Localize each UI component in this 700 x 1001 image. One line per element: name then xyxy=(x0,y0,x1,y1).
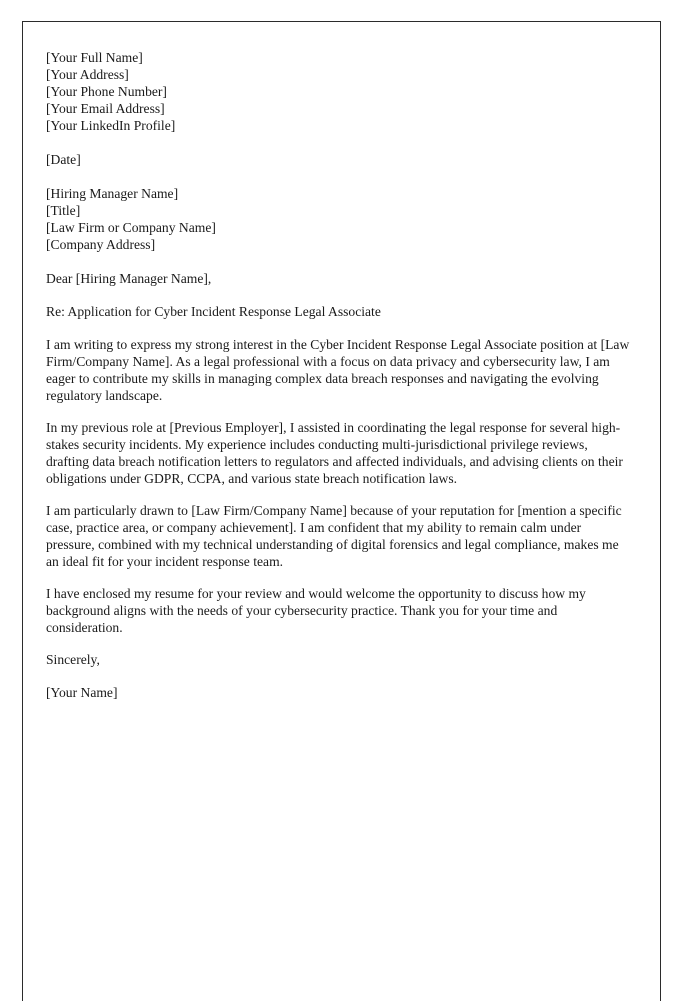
sender-line-linkedin: [Your LinkedIn Profile] xyxy=(46,118,176,133)
closing-valediction: Sincerely, xyxy=(46,652,100,667)
body-paragraph-4: I have enclosed my resume for your review and would welcome the opportunity to discuss how my background aligns with the needs of your cybersecurity practice. Thank you for your time and consideration. xyxy=(46,586,586,635)
sender-line-name: [Your Full Name] xyxy=(46,50,143,65)
cover-letter-body xyxy=(46,49,630,701)
spacer-paragraph-1 xyxy=(46,404,630,419)
letter-date: [Date] xyxy=(46,152,81,167)
sender-line-address: [Your Address] xyxy=(46,67,129,82)
sender-line-email: [Your Email Address] xyxy=(46,101,165,116)
sender-address-block xyxy=(46,49,630,134)
signature-name: [Your Name] xyxy=(46,685,118,700)
subject-line: Re: Application for Cyber Incident Response Legal Associate xyxy=(46,304,381,319)
spacer-after-subject xyxy=(46,320,630,336)
spacer-paragraph-3 xyxy=(46,570,630,585)
spacer-paragraph-4 xyxy=(46,636,630,651)
spacer-after-recipient xyxy=(46,253,630,270)
salutation: Dear [Hiring Manager Name], xyxy=(46,271,212,286)
recipient-line-company: [Law Firm or Company Name] xyxy=(46,220,216,235)
recipient-line-address: [Company Address] xyxy=(46,237,156,252)
spacer-after-date xyxy=(46,168,630,185)
body-paragraph-2: In my previous role at [Previous Employer], I assisted in coordinating the legal response for several high-stakes security incidents. My experience includes conducting multi-jurisdictional privilege reviews, drafting data breach notification letters to regulators and affected individuals, and advising clients on their obligations under GDPR, CCPA, and various state breach notification laws. xyxy=(46,420,623,486)
spacer-before-signature xyxy=(46,668,630,684)
spacer-after-sender xyxy=(46,134,630,151)
recipient-line-title: [Title] xyxy=(46,203,81,218)
recipient-line-name: [Hiring Manager Name] xyxy=(46,186,179,201)
body-paragraph-1: I am writing to express my strong interest in the Cyber Incident Response Legal Associate position at [Law Firm/Company Name]. As a legal professional with a focus on data privacy and cybersecurity law, I am eager to contribute my skills in managing complex data breach responses and navigating the evolving regulatory landscape. xyxy=(46,337,630,403)
recipient-address-block xyxy=(46,185,630,253)
spacer-paragraph-2 xyxy=(46,487,630,502)
document-page xyxy=(22,21,661,1001)
sender-line-phone: [Your Phone Number] xyxy=(46,84,167,99)
body-paragraph-3: I am particularly drawn to [Law Firm/Company Name] because of your reputation for [mention a specific case, practice area, or company achievement]. I am confident that my ability to remain calm under pressure, combined with my technical understanding of digital forensics and legal compliance, makes me an ideal fit for your incident response team. xyxy=(46,503,622,569)
spacer-after-salutation xyxy=(46,287,630,303)
